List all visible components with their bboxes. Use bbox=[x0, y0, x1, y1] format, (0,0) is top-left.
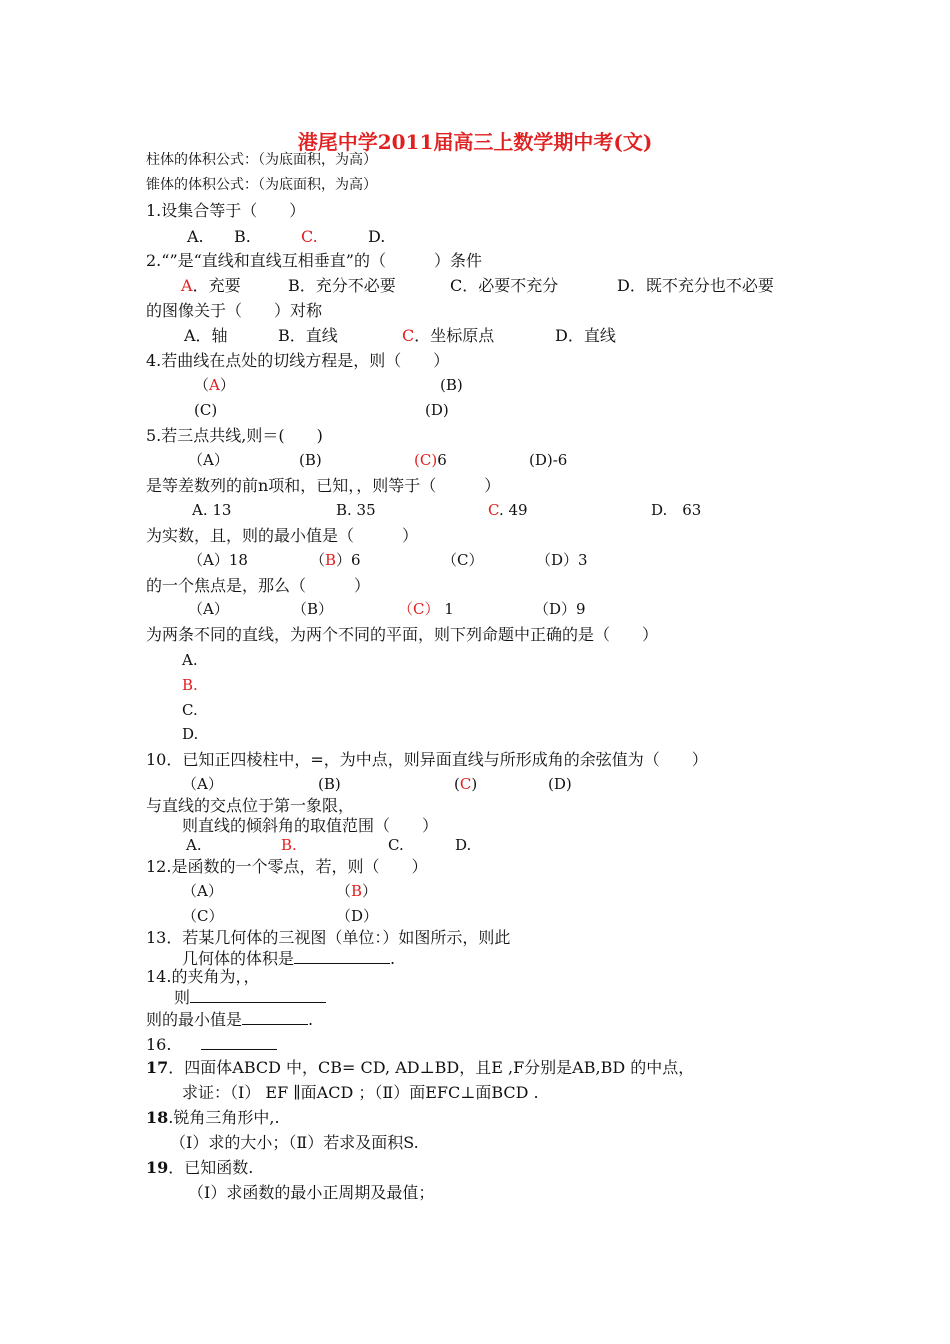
q19-stem bbox=[146, 1160, 253, 1176]
q7-option-c: （C） bbox=[442, 551, 484, 569]
q7-stem: 为实数，且，则的最小值是（ ） bbox=[146, 526, 419, 545]
q8-option-a: （A） bbox=[188, 600, 229, 618]
q14-stem-line2 bbox=[174, 988, 326, 1006]
q5-option-b: (B) bbox=[299, 451, 322, 469]
q4-a-open: （ bbox=[194, 376, 210, 394]
q15-line bbox=[146, 1010, 313, 1028]
q18-number: 18 bbox=[146, 1108, 169, 1127]
q5-option-c bbox=[414, 453, 447, 468]
q4-stem: 4.若曲线在点处的切线方程是，则（ ） bbox=[146, 351, 450, 370]
q12-stem: 12.是函数的一个零点，若，则（ ） bbox=[146, 857, 428, 876]
q10-option-a: （A） bbox=[182, 775, 223, 793]
q14-answer-blank bbox=[190, 988, 326, 1003]
q6-answer-mark: C bbox=[488, 501, 499, 519]
q8-option-b: （B） bbox=[292, 600, 334, 618]
cylinder-formula: 柱体的体积公式：（为底面积，为高） bbox=[146, 152, 377, 168]
q12-b-close: ） bbox=[362, 882, 378, 900]
q3-option-a: A．轴 bbox=[184, 326, 228, 345]
q6-option-d: D. 63 bbox=[651, 501, 702, 519]
q1-option-d: D. bbox=[368, 227, 386, 246]
q6-option-c bbox=[488, 503, 528, 518]
q12-option-c: （C） bbox=[182, 907, 224, 925]
q12-b-open: （ bbox=[336, 882, 352, 900]
q6-option-c-text: . 49 bbox=[498, 501, 528, 519]
q2-option-a bbox=[181, 278, 241, 294]
q5-option-a: （A） bbox=[188, 451, 229, 469]
q4-option-d: (D) bbox=[425, 401, 449, 419]
cone-formula: 锥体的体积公式：（为底面积，为高） bbox=[146, 177, 377, 193]
q7-b-close: ）6 bbox=[336, 551, 361, 569]
q12-option-d: （D） bbox=[336, 907, 379, 925]
q16-answer-blank bbox=[201, 1035, 277, 1050]
q8-option-c bbox=[398, 602, 454, 617]
q3-answer-mark: C bbox=[402, 326, 415, 345]
page-title: 港尾中学2011届高三上数学期中考(文) bbox=[297, 130, 653, 154]
q2-answer-mark: A bbox=[181, 276, 193, 295]
q1-option-a: A. bbox=[187, 227, 204, 246]
q1-option-c: C. bbox=[301, 227, 318, 246]
q4-option-b: (B) bbox=[440, 376, 463, 394]
q10-option-d: (D) bbox=[548, 775, 572, 793]
q11-stem-line2: 则直线的倾斜角的取值范围（ ） bbox=[182, 816, 439, 835]
q13-answer-blank bbox=[294, 949, 390, 964]
q8-option-c-value: 1 bbox=[444, 600, 454, 618]
q8-option-d: （D）9 bbox=[534, 600, 586, 618]
q3-option-c bbox=[402, 328, 494, 344]
q6-option-b: B. 35 bbox=[336, 501, 376, 519]
q11-option-c: C. bbox=[388, 836, 404, 854]
q17-stem-text: ．四面体ABCD 中，CB= CD, AD⊥BD，且E ,F分别是AB,BD 的中点， bbox=[168, 1058, 695, 1077]
q18-stem-text: .锐角三角形中,. bbox=[168, 1108, 280, 1127]
q2-option-d: D．既不充分也不必要 bbox=[617, 276, 774, 295]
q8-stem: 的一个焦点是，那么（ ） bbox=[146, 576, 371, 595]
q9-stem: 为两条不同的直线，为两个不同的平面，则下列命题中正确的是（ ） bbox=[146, 625, 659, 644]
q4-option-c: (C) bbox=[194, 401, 218, 419]
q3-option-d: D．直线 bbox=[555, 326, 616, 345]
q13-stem-line2 bbox=[182, 949, 395, 967]
q10-option-c bbox=[454, 777, 477, 792]
q16-stem-text: 16. bbox=[146, 1035, 172, 1054]
q17-number: 17 bbox=[146, 1058, 169, 1077]
q10-stem: 10．已知正四棱柱中，=，为中点，则异面直线与所形成角的余弦值为（ ） bbox=[146, 750, 708, 769]
q7-option-a: （A）18 bbox=[188, 551, 248, 569]
q13-stem-text: 几何体的体积是 bbox=[182, 949, 295, 968]
q11-option-b: B. bbox=[281, 836, 297, 854]
q10-option-b: (B) bbox=[318, 775, 341, 793]
q7-option-d: （D）3 bbox=[536, 551, 588, 569]
q19-number: 19 bbox=[146, 1158, 169, 1177]
q13-period: . bbox=[390, 949, 396, 968]
q15-stem-text: 则的最小值是 bbox=[146, 1010, 243, 1029]
q18-stem bbox=[146, 1110, 280, 1126]
q16-line bbox=[146, 1035, 277, 1053]
q4-answer-mark: A bbox=[209, 376, 220, 394]
q2-stem: 2.“”是“直线和直线互相垂直”的（ ）条件 bbox=[146, 251, 482, 270]
q9-option-d: D. bbox=[182, 725, 199, 743]
q11-stem-line1: 与直线的交点位于第一象限， bbox=[146, 796, 355, 815]
q14-stem-line1: 14.的夹角为，， bbox=[146, 967, 260, 986]
q10-c-open: ( bbox=[454, 775, 460, 793]
q12-option-a: （A） bbox=[182, 882, 223, 900]
q15-period: . bbox=[308, 1010, 314, 1029]
q5-answer-mark: (C) bbox=[414, 451, 438, 469]
q14-stem-text: 则 bbox=[174, 988, 191, 1007]
q7-option-b bbox=[310, 553, 361, 568]
q15-answer-blank bbox=[242, 1010, 308, 1025]
q11-option-d: D. bbox=[455, 836, 472, 854]
q17-stem bbox=[146, 1060, 694, 1076]
q4-a-close: ） bbox=[219, 376, 235, 394]
q2-option-a-text: ．充要 bbox=[192, 276, 241, 295]
q10-answer-mark: C bbox=[459, 775, 472, 793]
q19-line2: （Ⅰ）求函数的最小正周期及最值； bbox=[188, 1183, 435, 1202]
q9-option-a: A. bbox=[182, 651, 198, 669]
q2-option-c: C．必要不充分 bbox=[450, 276, 559, 295]
q8-answer-mark: （C） bbox=[398, 600, 440, 618]
q6-stem: 是等差数列的前n项和，已知，，则等于（ ） bbox=[146, 476, 501, 495]
q6-option-a: A. 13 bbox=[192, 501, 232, 519]
q4-option-a bbox=[194, 378, 235, 393]
q13-stem-line1: 13．若某几何体的三视图（单位：）如图所示，则此 bbox=[146, 928, 511, 947]
q3-stem: 的图像关于（ ）对称 bbox=[146, 301, 323, 320]
q5-stem: 5.若三点共线,则＝( ) bbox=[146, 426, 323, 445]
q1-option-b: B. bbox=[234, 227, 251, 246]
q19-stem-text: ．已知函数. bbox=[168, 1158, 254, 1177]
q17-line2: 求证：（Ⅰ） EF ∥面ACD ；（Ⅱ）面EFC⊥面BCD . bbox=[182, 1083, 539, 1102]
q12-answer-mark: B bbox=[351, 882, 363, 900]
q3-option-c-text: ．坐标原点 bbox=[414, 326, 495, 345]
q10-c-close: ) bbox=[471, 775, 478, 793]
q9-option-b: B. bbox=[182, 676, 198, 694]
q2-option-b: B．充分不必要 bbox=[288, 276, 396, 295]
q18-line2: （Ⅰ）求的大小；（Ⅱ）若求及面积S. bbox=[170, 1133, 419, 1152]
q7-b-open: （ bbox=[310, 551, 326, 569]
q9-option-c: C. bbox=[182, 701, 198, 719]
q5-option-c-value: 6 bbox=[437, 451, 447, 469]
q12-option-b bbox=[336, 884, 377, 899]
q3-option-b: B．直线 bbox=[278, 326, 338, 345]
q7-answer-mark: B bbox=[325, 551, 337, 569]
q1-stem: 1.设集合等于（ ） bbox=[146, 201, 306, 220]
q11-option-a: A. bbox=[186, 836, 202, 854]
q5-option-d: (D)-6 bbox=[529, 451, 568, 469]
